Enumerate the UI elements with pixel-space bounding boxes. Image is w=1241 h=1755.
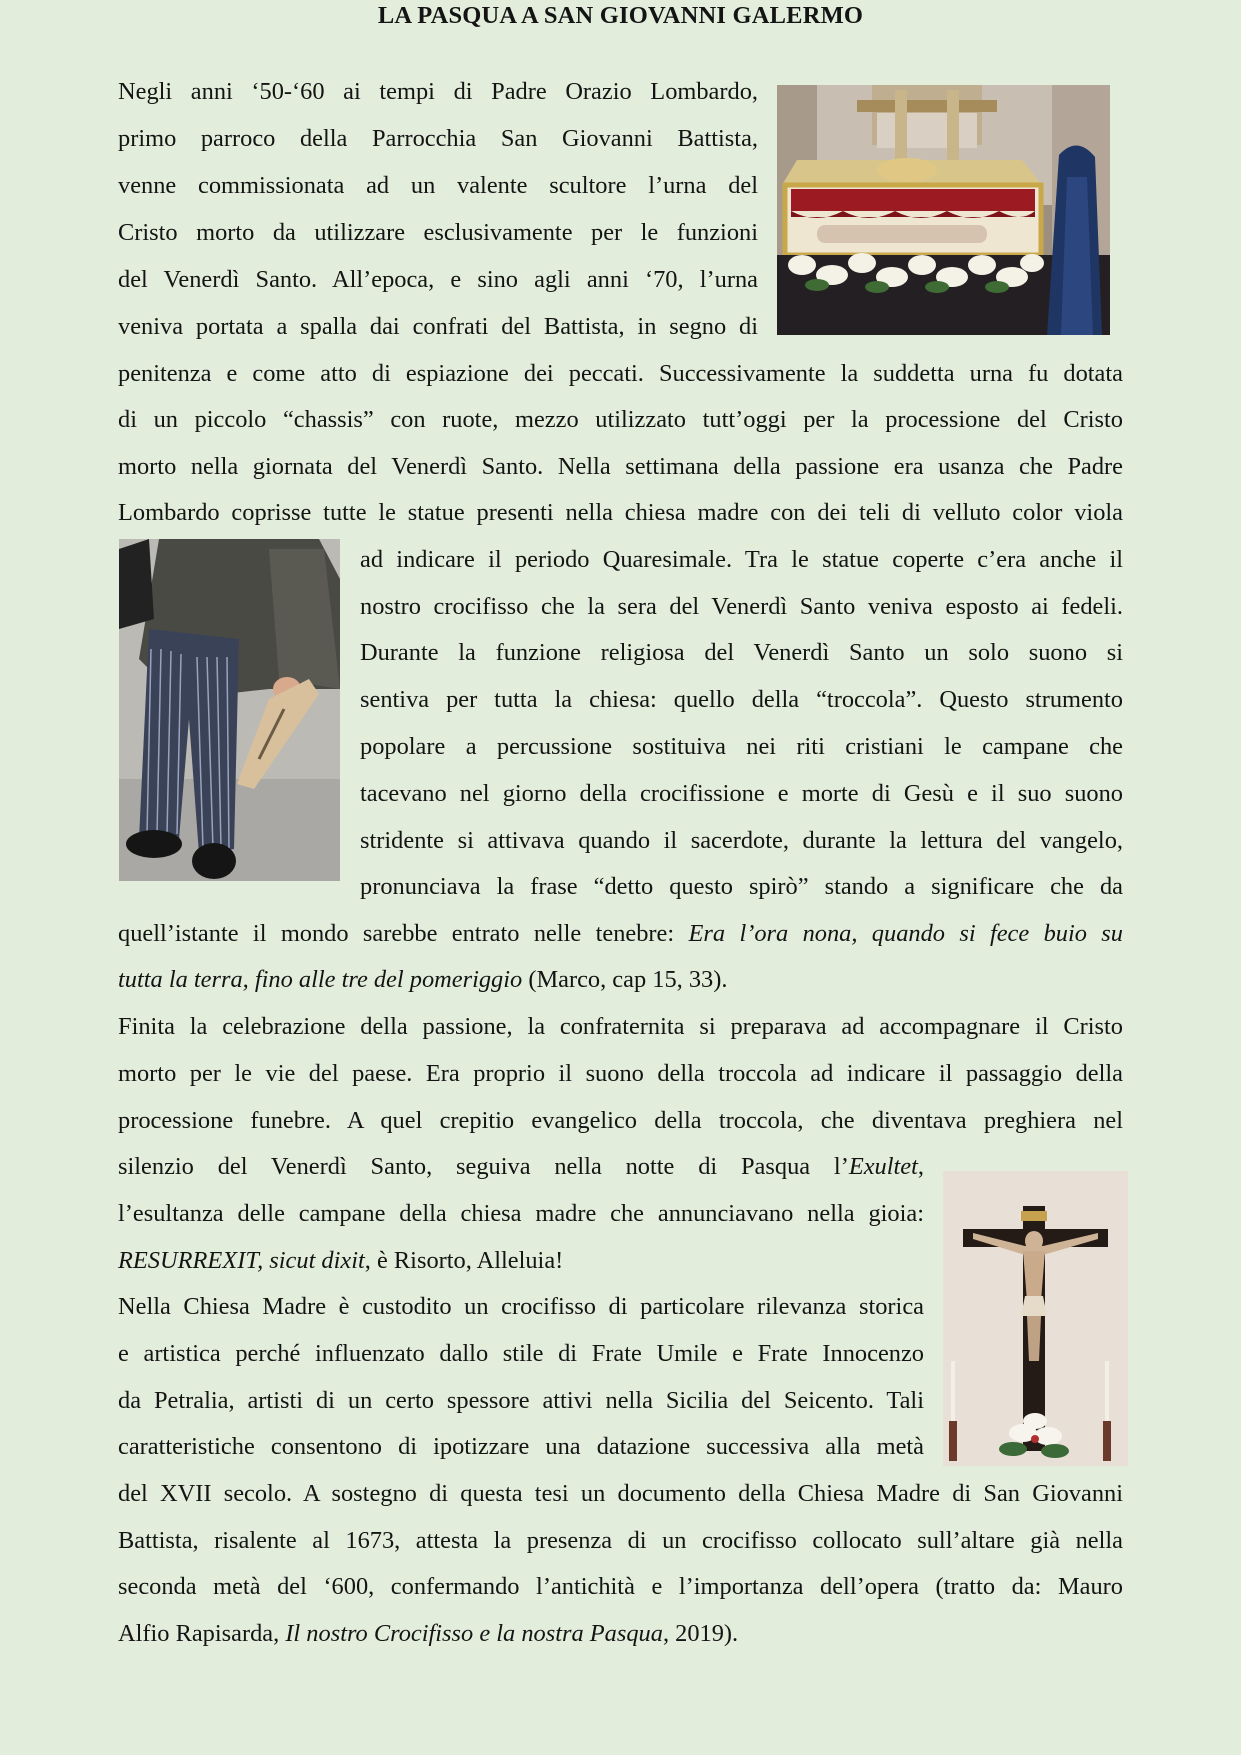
text-line: processione funebre. A quel crepitio evangelico della troccola, che diventava preghiera nel: [118, 1107, 1123, 1134]
text-line: l’esultanza delle campane della chiesa madre che annunciavano nella gioia:: [118, 1200, 924, 1227]
text-line: penitenza e come atto di espiazione dei peccati. Successivamente la suddetta urna fu dotata: [118, 360, 1123, 387]
text-run: silenzio del Venerdì Santo, seguiva nella notte di Pasqua l’: [118, 1153, 849, 1180]
text-line: tacevano nel giorno della crocifissione e morte di Gesù e il suo suono: [360, 780, 1123, 807]
text-line: venne commissionata ad un valente scultore l’urna del: [118, 172, 758, 199]
text-line: nostro crocifisso che la sera del Venerdì Santo veniva esposto ai fedeli.: [360, 593, 1123, 620]
text-line: [118, 1619, 1123, 1649]
text-line: ad indicare il periodo Quaresimale. Tra le statue coperte c’era anche il: [360, 546, 1123, 573]
text-run: (Marco, cap 15, 33).: [522, 966, 728, 993]
text-line: sentiva per tutta la chiesa: quello della “troccola”. Questo strumento: [360, 686, 1123, 713]
troccola-photo: [119, 539, 340, 881]
text-line: primo parroco della Parrocchia San Giovanni Battista,: [118, 125, 758, 152]
text-line: stridente si attivava quando il sacerdote, durante la lettura del vangelo,: [360, 827, 1123, 854]
text-line: morto nella giornata del Venerdì Santo. Nella settimana della passione era usanza che Padre: [118, 453, 1123, 480]
text-line: Finita la celebrazione della passione, la confraternita si preparava ad accompagnare il Cristo: [118, 1013, 1123, 1040]
text-line: [118, 1152, 924, 1182]
text-line: Cristo morto da utilizzare esclusivamente per le funzioni: [118, 219, 758, 246]
text-line: [118, 965, 1123, 995]
crocifisso-photo: [943, 1171, 1128, 1466]
italic-phrase: RESURREXIT, sicut dixit: [118, 1247, 365, 1274]
page-title: LA PASQUA A SAN GIOVANNI GALERMO: [377, 2, 864, 29]
text-line: Lombardo coprisse tutte le statue presenti nella chiesa madre con dei teli di velluto color viola: [118, 499, 1123, 526]
text-line: [118, 1246, 924, 1276]
text-line: del XVII secolo. A sostegno di questa tesi un documento della Chiesa Madre di San Giovanni: [118, 1480, 1123, 1507]
urna-cristo-morto-photo: [777, 85, 1110, 335]
text-line: [118, 919, 1123, 949]
text-line: Nella Chiesa Madre è custodito un crocifisso di particolare rilevanza storica: [118, 1293, 924, 1320]
text-line: di un piccolo “chassis” con ruote, mezzo utilizzato tutt’oggi per la processione del Cristo: [118, 406, 1123, 433]
text-line: caratteristiche consentono di ipotizzare una datazione successiva alla metà: [118, 1433, 924, 1460]
text-line: Battista, risalente al 1673, attesta la presenza di un crocifisso collocato sull’altare già nella: [118, 1527, 1123, 1554]
text-line: Negli anni ‘50-‘60 ai tempi di Padre Orazio Lombardo,: [118, 78, 758, 105]
text-line: seconda metà del ‘600, confermando l’antichità e l’importanza dell’opera (tratto da: Mauro: [118, 1573, 1123, 1600]
text-run: ,: [917, 1153, 924, 1180]
italic-book-title: Il nostro Crocifisso e la nostra Pasqua: [285, 1620, 663, 1647]
text-line: pronunciava la frase “detto questo spirò” stando a significare che da: [360, 873, 1123, 900]
text-line: da Petralia, artisti di un certo spessore attivi nella Sicilia del Seicento. Tali: [118, 1387, 924, 1414]
text-line: veniva portata a spalla dai confrati del Battista, in segno di: [118, 313, 758, 340]
text-run: quell’istante il mondo sarebbe entrato nelle tenebre:: [118, 920, 675, 947]
text-line: e artistica perché influenzato dallo stile di Frate Umile e Frate Innocenzo: [118, 1340, 924, 1367]
text-run: , è Risorto, Alleluia!: [364, 1247, 564, 1274]
italic-quote: tutta la terra, fino alle tre del pomeriggio: [118, 966, 523, 993]
text-line: Durante la funzione religiosa del Venerdì Santo un solo suono si: [360, 639, 1123, 666]
italic-word: Exultet: [848, 1153, 918, 1180]
text-line: popolare a percussione sostituiva nei riti cristiani le campane che: [360, 733, 1123, 760]
text-line: morto per le vie del paese. Era proprio il suono della troccola ad indicare il passaggio della: [118, 1060, 1123, 1087]
text-run: Alfio Rapisarda,: [118, 1620, 286, 1647]
text-run: , 2019).: [662, 1620, 739, 1647]
italic-quote: Era l’ora nona, quando si fece buio su: [688, 920, 1123, 947]
text-line: del Venerdì Santo. All’epoca, e sino agli anni ‘70, l’urna: [118, 266, 758, 293]
